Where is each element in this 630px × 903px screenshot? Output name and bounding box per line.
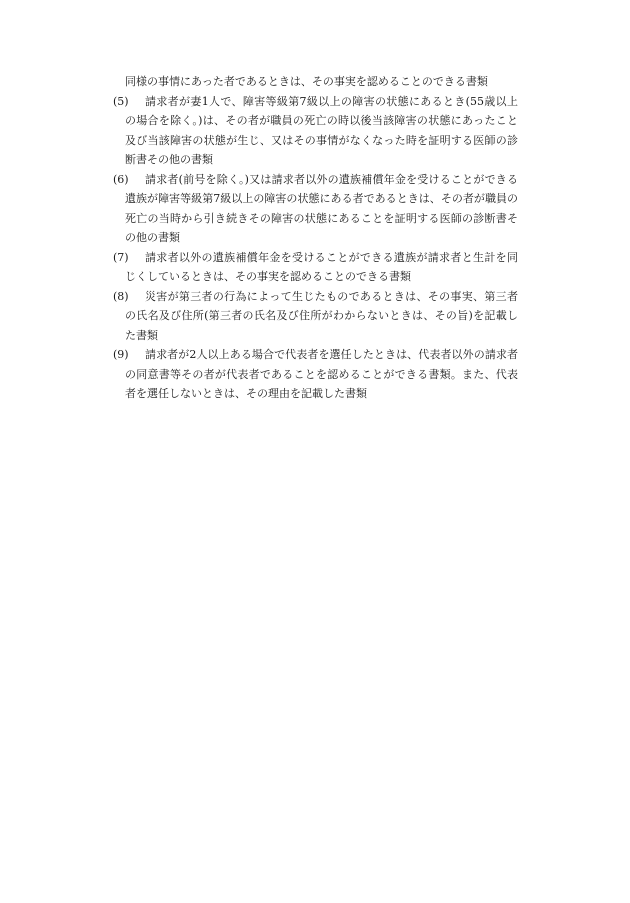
- item-number: (6): [113, 172, 129, 186]
- list-item-9: [113, 345, 518, 404]
- continued-line: 同様の事情にあった者であるときは、その事実を認めることのできる書類: [125, 75, 488, 88]
- list-item-6: [113, 170, 518, 248]
- item-text: 請求者が2人以上ある場合で代表者を選任したときは、代表者以外の請求者の同意書等その者が代表者であることを認めることができる書類。また、代表者を選任しないときは、その理由を記載した書類: [125, 348, 518, 400]
- item-text: 災害が第三者の行為によって生じたものであるときは、その事実、第三者の氏名及び住所(第三者の氏名及び住所がわからないときは、その旨)を記載した書類: [125, 289, 518, 342]
- list-item-5: [113, 92, 518, 170]
- item-number: (8): [113, 289, 129, 303]
- list-item-7: [113, 248, 518, 287]
- document-body: [113, 72, 518, 404]
- item-number: (5): [113, 94, 129, 108]
- item-number: (7): [113, 250, 129, 264]
- item-text: 請求者以外の遺族補償年金を受けることができる遺族が請求者と生計を同じくしているときは、その事実を認めることのできる書類: [125, 250, 518, 283]
- list-item-8: [113, 287, 518, 346]
- item-number: (9): [113, 348, 129, 361]
- item-text: 請求者が妻1人で、障害等級第7級以上の障害の状態にあるとき(55歳以上の場合を除く。)は、その者が職員の死亡の時以後当該障害の状態にあったこと及び当該障害の状態が生じ、又はその事情がなくなった時を証明する医師の診断書その他の書類: [125, 94, 518, 166]
- item-text: 請求者(前号を除く。)又は請求者以外の遺族補償年金を受けることができる遺族が障害等級第7級以上の障害の状態にある者であるときは、その者が職員の死亡の当時から引き続きその障害の状態にあることを証明する医師の診断書その他の書類: [125, 172, 518, 244]
